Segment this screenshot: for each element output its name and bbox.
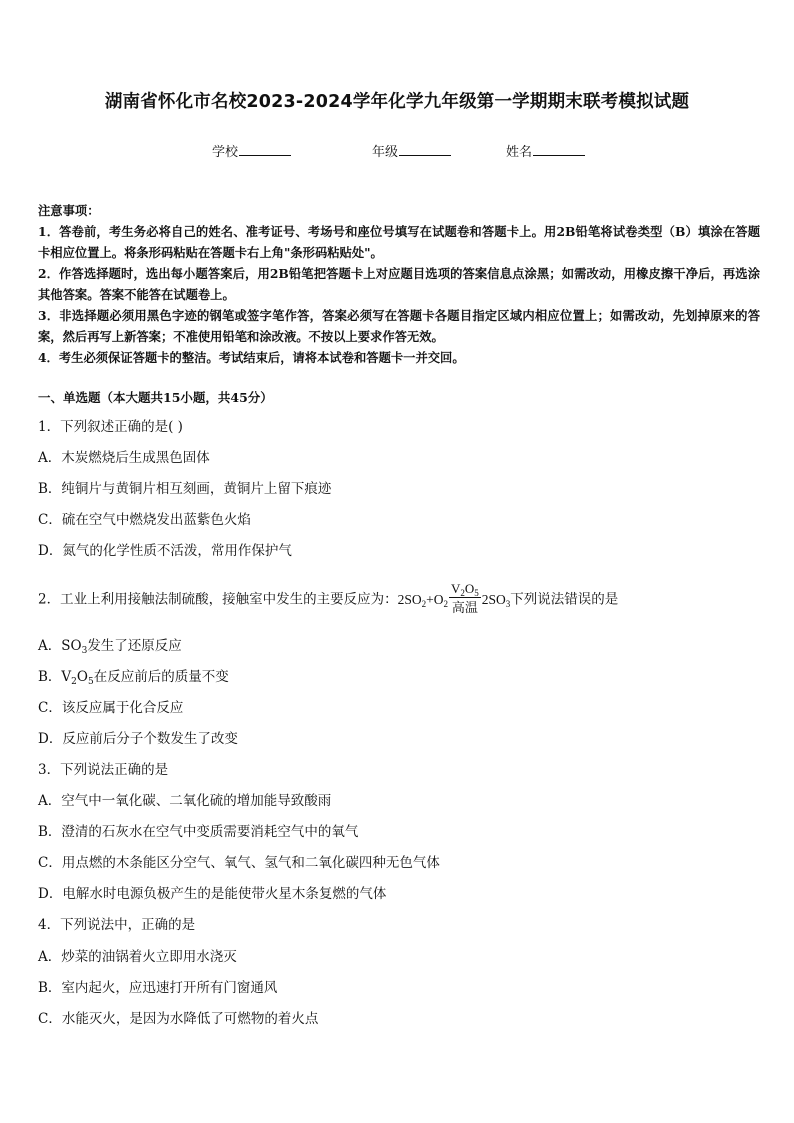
q4-stem: 4．下列说法中，正确的是 xyxy=(38,917,196,933)
exam-title: 湖南省怀化市名校2023-2024学年化学九年级第一学期期末联考模拟试题 xyxy=(104,92,690,112)
q2-a-pre: A．SO xyxy=(38,638,82,654)
school-blank xyxy=(239,143,291,156)
q3-stem: 3．下列说法正确的是 xyxy=(38,762,169,778)
q1-option-c: C．硫在空气中燃烧发出蓝紫色火焰 xyxy=(38,512,251,528)
q2-option-b xyxy=(38,665,229,685)
q4-option-c: C．水能灭火，是因为水降低了可燃物的着火点 xyxy=(38,1011,319,1027)
section-heading: 一、单选题（本大题共15小题，共45分） xyxy=(38,390,273,405)
name-blank xyxy=(533,143,585,156)
eq-sub: 3 xyxy=(81,646,88,656)
q1-option-a: A．木炭燃烧后生成黑色固体 xyxy=(38,450,210,466)
school-label: 学校 xyxy=(212,145,239,160)
catalyst-o: O xyxy=(464,581,475,596)
eq-sub: 5 xyxy=(474,588,479,598)
grade-field xyxy=(372,141,451,160)
q3-option-d: D．电解水时电源负极产生的是能使带火星木条复燃的气体 xyxy=(38,886,387,902)
q2-a-post: 发生了还原反应 xyxy=(87,638,182,654)
notice-item-4: 4．考生必须保证答题卡的整洁。考试结束后，请将本试卷和答题卡一并交回。 xyxy=(38,350,465,365)
q2-option-a xyxy=(38,634,182,654)
catalyst xyxy=(449,581,481,598)
q4-option-b: B．室内起火，应迅速打开所有门窗通风 xyxy=(38,980,278,996)
eq-sub: 3 xyxy=(505,598,511,609)
catalyst-v: V xyxy=(450,581,461,596)
q1-option-d: D．氮气的化学性质不活泼，常用作保护气 xyxy=(38,543,292,559)
grade-blank xyxy=(399,143,451,156)
school-field xyxy=(212,141,291,160)
notice-block xyxy=(38,200,760,368)
notice-item-3: 3．非选择题必须用黑色字迹的钢笔或签字笔作答，答案必须写在答题卡各题目指定区域内相应位置上；如需改动，先划掉原来的答案，然后再写上新答案；不准使用铅笔和涂改液。不按以上要求作答无效。 xyxy=(38,308,760,344)
q2-b-mid: O xyxy=(76,669,88,685)
eq-product-so3: 2SO xyxy=(481,591,506,607)
q2-option-d: D．反应前后分子个数发生了改变 xyxy=(38,731,238,747)
q3-option-c: C．用点燃的木条能区分空气、氧气、氢气和二氧化碳四种无色气体 xyxy=(38,855,440,871)
q3-option-b: B．澄清的石灰水在空气中变质需要消耗空气中的氧气 xyxy=(38,824,359,840)
notice-item-1: 1．答卷前，考生务必将自己的姓名、准考证号、考场号和座位号填写在试题卷和答题卡上。用2B铅笔将试卷类型（B）填涂在答题卡相应位置上。将条形码粘贴在答题卡右上角"条形码粘贴处"。 xyxy=(38,224,760,260)
q2-equation xyxy=(397,581,511,615)
eq-sub: 2 xyxy=(460,588,465,598)
q2-stem-pre: 2．工业上利用接触法制硫酸，接触室中发生的主要反应为： xyxy=(38,591,398,608)
q3-option-a: A．空气中一氧化碳、二氧化硫的增加能导致酸雨 xyxy=(38,793,332,809)
eq-sub: 2 xyxy=(443,598,448,609)
q2-stem-post: 下列说法错误的是 xyxy=(510,591,619,608)
eq-sub: 2 xyxy=(421,598,427,609)
q4-option-a: A．炒菜的油锅着火立即用水浇灭 xyxy=(38,949,237,965)
eq-sub: 5 xyxy=(87,677,94,687)
name-field xyxy=(506,141,585,160)
q2-option-c: C．该反应属于化合反应 xyxy=(38,700,184,716)
grade-label: 年级 xyxy=(372,145,399,160)
condition-high-temp: 高温 xyxy=(451,600,478,615)
q2-stem xyxy=(38,583,618,618)
q2-b-post: 在反应前后的质量不变 xyxy=(93,669,229,685)
name-label: 姓名 xyxy=(506,145,533,160)
q2-b-pre: B．V xyxy=(38,669,72,685)
eq-sub: 2 xyxy=(71,677,77,687)
eq-reactant-so2: 2SO xyxy=(397,591,422,607)
reaction-condition xyxy=(449,581,481,616)
q1-option-b: B．纯铜片与黄铜片相互刻画，黄铜片上留下痕迹 xyxy=(38,481,332,497)
notice-heading: 注意事项： xyxy=(38,203,100,218)
notice-item-2: 2．作答选择题时，选出每小题答案后，用2B铅笔把答题卡上对应题目选项的答案信息点涂黑；如需改动，用橡皮擦干净后，再选涂其他答案。答案不能答在试题卷上。 xyxy=(38,266,760,302)
eq-reactant-o2: +O xyxy=(426,591,444,607)
q1-stem: 1．下列叙述正确的是( ) xyxy=(38,419,183,435)
